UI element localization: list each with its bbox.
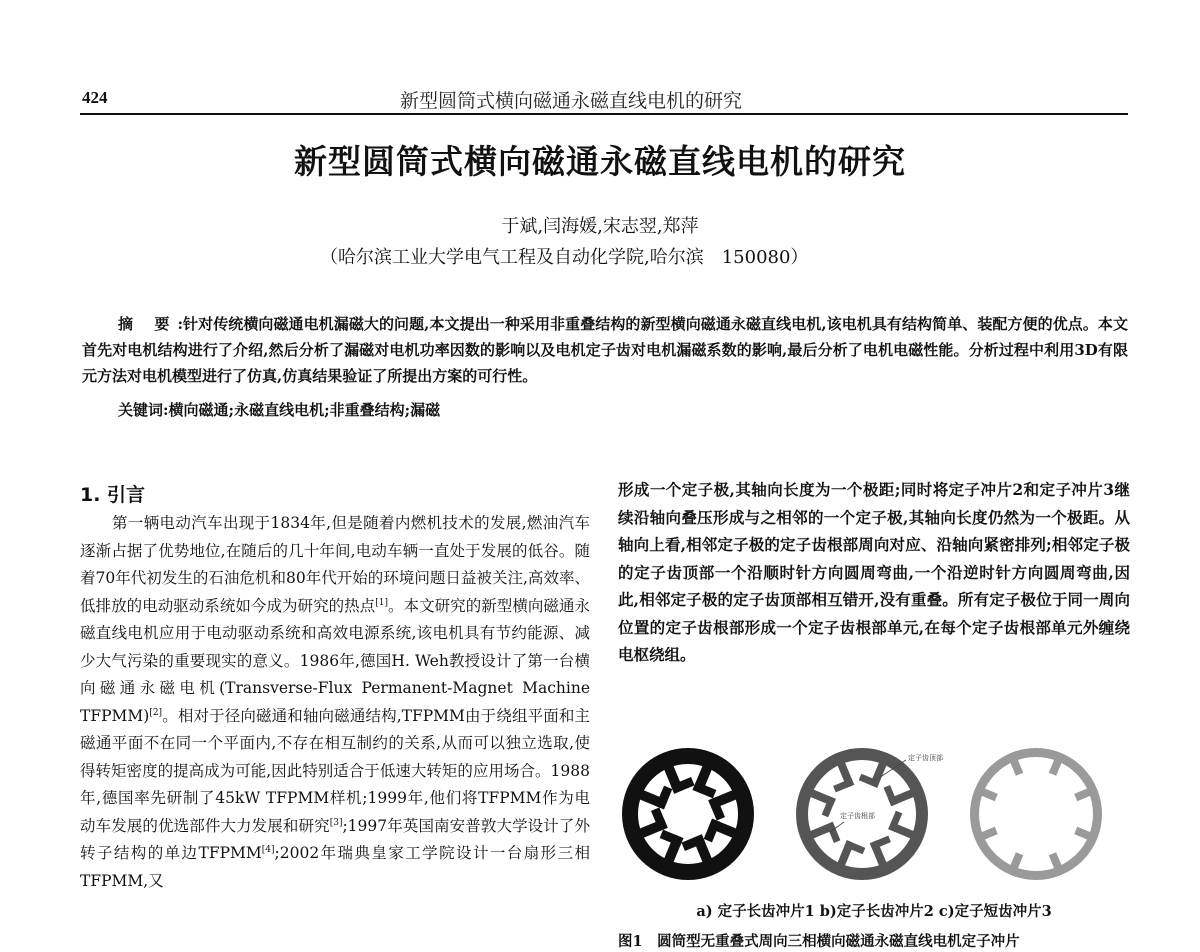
lamination-c-short-tooth-3 xyxy=(975,753,1098,876)
tooth-tip xyxy=(826,822,840,843)
keywords xyxy=(118,399,440,420)
keywords-label: 关键词 xyxy=(118,401,164,419)
stator-lamination-figure xyxy=(618,742,1130,892)
tooth-root xyxy=(1074,827,1091,840)
stator-tooth xyxy=(1074,827,1091,840)
header-rule xyxy=(80,113,1128,115)
intro-text-3: 。相对于径向磁通和轴向磁通结构,TFPMM由于绕组平面和主磁通平面不在同一个平面内,不存在相互制约的关系,从而可以独立选取,使得转矩密度的提高成为可能,因此特别适合于低速大转矩的应用场合。1988年,德国率先研制了45kW TFPMM样机;1999年,他们将TFPMM作为电动车发展的优选部件大力发展和研究 xyxy=(80,706,590,835)
tooth-tip xyxy=(884,785,898,806)
tooth-root xyxy=(1049,852,1062,869)
running-title: 新型圆筒式横向磁通永磁直线电机的研究 xyxy=(400,90,743,112)
lamination-a-long-tooth-1 xyxy=(630,756,746,872)
lamination-yoke xyxy=(975,753,1098,876)
tooth-tip xyxy=(833,778,854,792)
intro-text-2: 。本文研究的新型横向磁通永磁直线电机应用于电动驱动系统和高效电源系统,该电机具有节约能源、减少大气污染的重要现实的意义。1986年,德国H. Weh教授设计了第一台横向磁通永磁电机(Transverse-Flux Permanent-Magnet Machine TFPMM) xyxy=(80,596,590,725)
stator-tooth xyxy=(1049,759,1062,776)
section-heading: 1. 引言 xyxy=(80,484,146,506)
tooth-root xyxy=(981,788,998,801)
annotation-tooth-tip: 定子齿顶部 xyxy=(908,754,943,762)
figure-caption: 图1 圆筒型无重叠式周向三相横向磁通永磁直线电机定子冲片 xyxy=(618,933,1020,950)
tooth-root xyxy=(1074,788,1091,801)
affiliation: （哈尔滨工业大学电气工程及自动化学院,哈尔滨 150080） xyxy=(320,247,809,268)
page-number: 424 xyxy=(82,88,108,107)
authors: 于斌,闫海媛,宋志翌,郑萍 xyxy=(501,216,699,237)
tooth-root xyxy=(1010,852,1023,869)
right-column-paragraph: 形成一个定子极,其轴向长度为一个极距;同时将定子冲片2和定子冲片3继续沿轴向叠压形成与之相邻的一个定子极,其轴向长度仍然为一个极距。从轴向上看,相邻定子极的定子齿根部周向对应、沿轴向紧密排列;相邻定子极的定子齿顶部一个沿顺时针方向圆周弯曲,一个沿逆时针方向圆周弯曲,因此,相邻定子极的定子齿顶部相互错开,没有重叠。所有定子极位于同一周向位置的定子齿根部形成一个定子齿根部单元,在每个定子齿根部单元外缠绕电枢绕组。 xyxy=(618,480,1130,664)
tooth-root xyxy=(981,827,998,840)
figure-1 xyxy=(618,742,1130,892)
stator-tooth xyxy=(1074,788,1091,801)
abstract-text: :针对传统横向磁通电机漏磁大的问题,本文提出一种采用非重叠结构的新型横向磁通永磁直线电机,该电机具有结构简单、装配方便的优点。本文首先对电机结构进行了介绍,然后分析了漏磁对电机功率因数的影响以及电机定子齿对电机漏磁系数的影响,最后分析了电机电磁性能。分析过程中利用3D有限元方法对电机模型进行了仿真,仿真结果验证了所提出方案的可行性。 xyxy=(82,315,1128,385)
stator-tooth xyxy=(981,827,998,840)
stator-tooth xyxy=(1010,852,1023,869)
abstract-label: 摘 要 xyxy=(118,315,178,333)
keywords-text: :横向磁通;永磁直线电机;非重叠结构;漏磁 xyxy=(163,401,441,419)
citation-1: [1] xyxy=(375,597,388,608)
citation-4: [4] xyxy=(261,844,275,855)
paper-title: 新型圆筒式横向磁通永磁直线电机的研究 xyxy=(294,142,906,181)
intro-text-4: ;1997年英国南安普敦大学设计了外转子结构的单边TFPMM xyxy=(80,816,590,862)
lamination-yoke xyxy=(630,756,746,872)
tooth-root xyxy=(1049,759,1062,776)
stator-tooth xyxy=(1010,759,1023,776)
intro-text-1: 第一辆电动汽车出现于1834年,但是随着内燃机技术的发展,燃油汽车逐渐占据了优势地位,在随后的几十年间,电动车辆一直处于发展的低谷。随着70年代初发生的石油危机和80年代开始的环境问题日益被关注,高效率、低排放的电动驱动系统如今成为研究的热点 xyxy=(80,514,590,615)
citation-2: [2] xyxy=(149,707,163,718)
abstract xyxy=(82,311,1128,389)
stator-tooth xyxy=(981,788,998,801)
annotation-tooth-root: 定子齿根部 xyxy=(840,812,875,820)
citation-3: [3] xyxy=(329,817,343,828)
figure-subcaption: a) 定子长齿冲片1 b)定子长齿冲片2 c)定子短齿冲片3 xyxy=(696,903,1052,920)
introduction-paragraph xyxy=(80,510,590,895)
stator-tooth xyxy=(1049,852,1062,869)
tooth-root xyxy=(1010,759,1023,776)
intro-text-5: ;2002年瑞典皇家工学院设计一台扇形三相TFPMM,又 xyxy=(80,844,591,890)
tooth-tip xyxy=(870,836,891,850)
